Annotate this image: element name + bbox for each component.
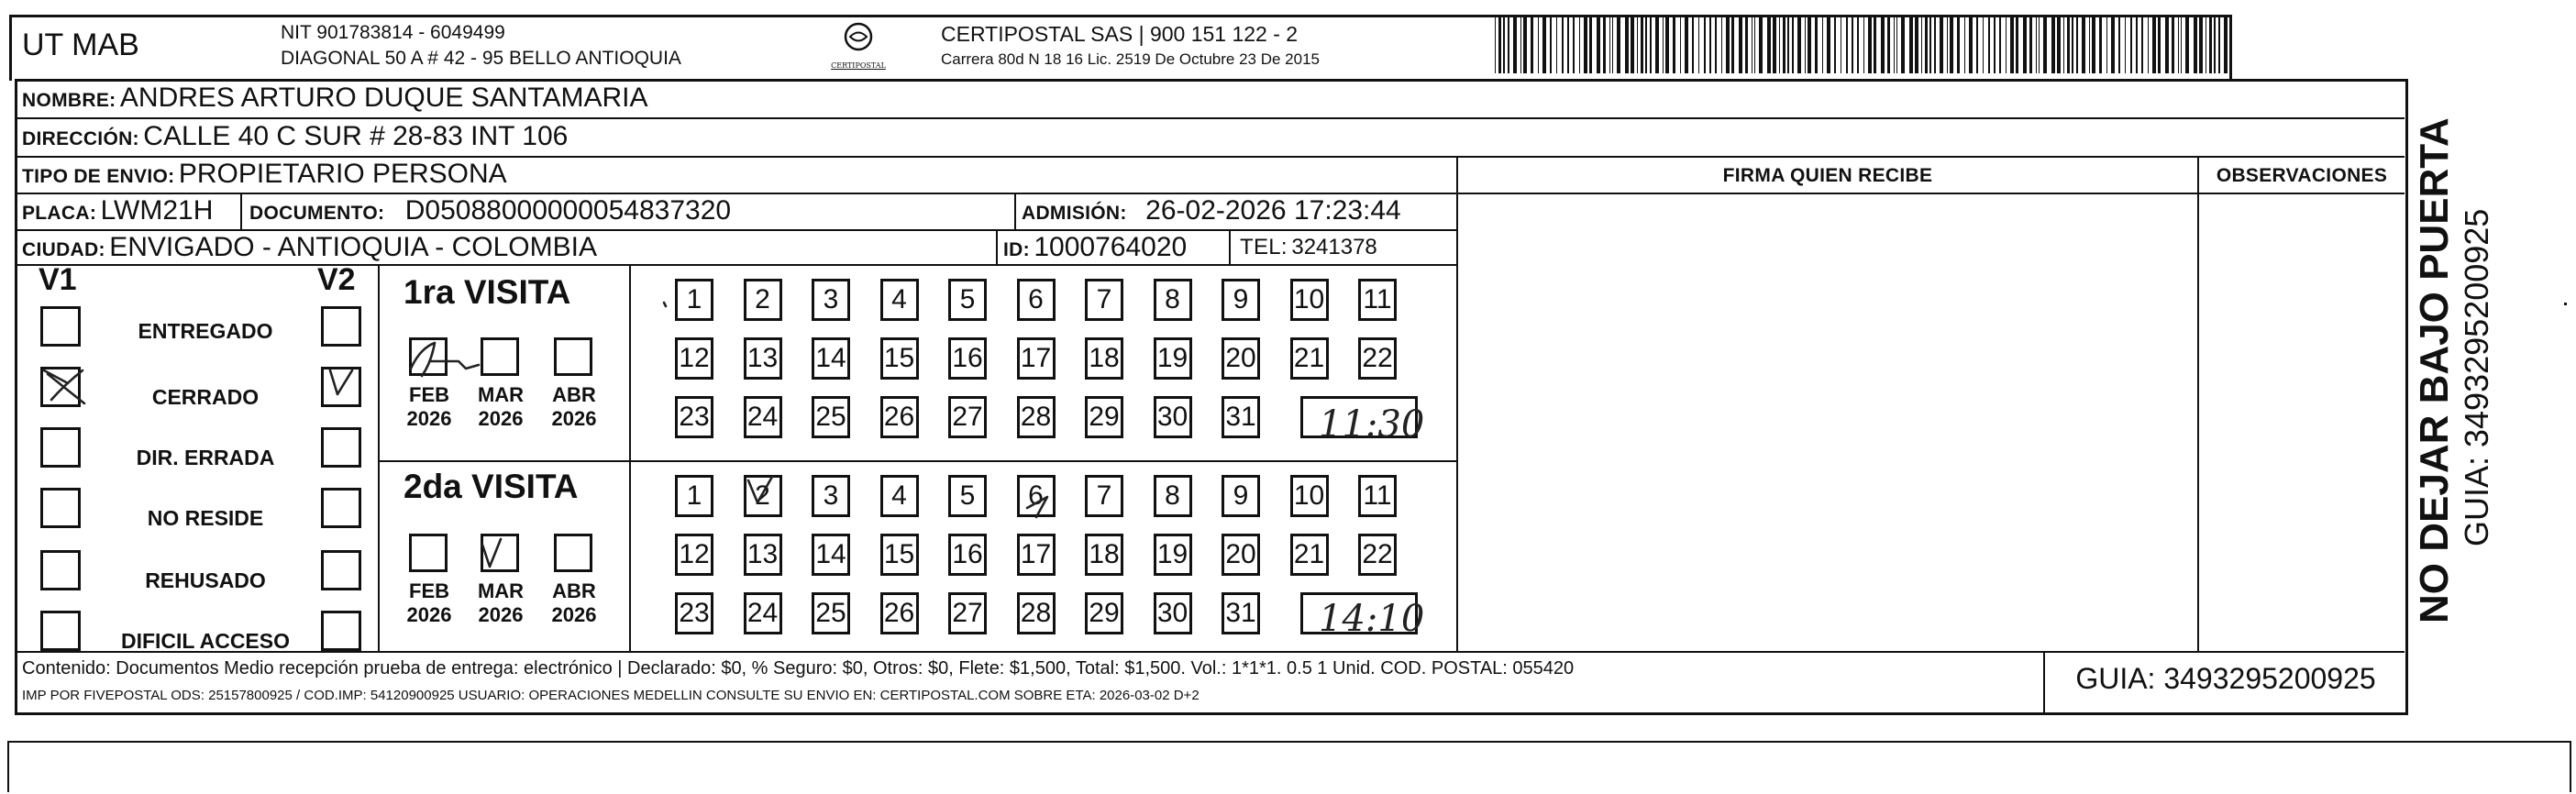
visit2-month-name: MAR: [477, 579, 525, 602]
footer-imp: IMP POR FIVEPOSTAL ODS: 25157800925 / COD.IMP: 54120900925 USUARIO: OPERACIONES MEDELLIN CONSULTE SU ENVIO EN: CERTIPOSTAL.COM SOBRE ETA: 2026-03-02 D+2: [22, 688, 1200, 703]
visit2-day-16[interactable]: 16: [948, 534, 987, 576]
admision-label: ADMISIÓN:: [1022, 203, 1127, 224]
visit2-mar-mark: [482, 539, 501, 567]
visit1-day-7[interactable]: 7: [1085, 279, 1123, 321]
visit1-day-12[interactable]: 12: [675, 337, 713, 380]
certipostal-logo: CERTIPOSTAL: [822, 20, 895, 73]
visit1-day-24[interactable]: 24: [744, 396, 782, 438]
visit1-day-15[interactable]: 15: [880, 337, 919, 380]
visit1-day-10[interactable]: 10: [1290, 279, 1329, 321]
v1-header: V1: [39, 262, 77, 297]
visit1-time-handwritten: 11:30: [1319, 403, 1425, 446]
visit1-day-26[interactable]: 26: [880, 396, 919, 438]
visit1-feb-mark: [411, 343, 479, 376]
visit1-month-name: ABR: [552, 383, 596, 406]
nombre-value: ANDRES ARTURO DUQUE SANTAMARIA: [119, 83, 648, 113]
visit1-day-28-mark: [1027, 497, 1047, 517]
visit2-month-year: 2026: [406, 603, 452, 626]
status-label: NO RESIDE: [147, 506, 264, 530]
direccion-label: DIRECCIÓN:: [22, 128, 139, 149]
right-edge-dot: [2564, 303, 2567, 305]
visit1-day-28[interactable]: 28: [1017, 396, 1056, 438]
company-name: UT MAB: [22, 28, 139, 62]
status-label: ENTREGADO: [138, 319, 273, 343]
visit2-day-13[interactable]: 13: [744, 534, 782, 576]
visit1-day-1[interactable]: 1: [675, 279, 713, 321]
visit2-day-5[interactable]: 5: [948, 475, 987, 517]
visit1-day-21[interactable]: 21: [1290, 337, 1329, 380]
documento-value: D05088000000054837320: [404, 195, 732, 226]
visit1-day-25[interactable]: 25: [812, 396, 850, 438]
visit1-day-30[interactable]: 30: [1154, 396, 1192, 438]
visit1-day-14[interactable]: 14: [812, 337, 850, 380]
visit2-day-14[interactable]: 14: [812, 534, 850, 576]
visit1-day-3[interactable]: 3: [812, 279, 850, 321]
side-warning: NO DEJAR BAJO PUERTA: [2412, 117, 2457, 623]
visit2-day-27[interactable]: 27: [948, 592, 987, 634]
visit2-day-26[interactable]: 26: [880, 592, 919, 634]
visit1-month-year: 2026: [478, 407, 524, 430]
visit2-day-15[interactable]: 15: [880, 534, 919, 576]
carrier-name: CERTIPOSTAL SAS | 900 151 122 - 2: [941, 22, 1299, 46]
carrier-license: Carrera 80d N 18 16 Lic. 2519 De Octubre 23 De 2015: [941, 50, 1320, 68]
visit1-day-9[interactable]: 9: [1222, 279, 1260, 321]
visit1-title: 1ra VISITA: [404, 273, 571, 311]
admision-value: 26-02-2026 17:23:44: [1145, 195, 1401, 226]
visit2-day-22[interactable]: 22: [1358, 534, 1397, 576]
visit1-day-8[interactable]: 8: [1154, 279, 1192, 321]
visit1-day-6[interactable]: 6: [1017, 279, 1056, 321]
visit1-day-31[interactable]: 31: [1222, 396, 1260, 438]
visit2-time-handwritten: 14:10: [1319, 598, 1425, 640]
v2-header: V2: [317, 262, 356, 297]
visit1-month-year: 2026: [406, 407, 452, 430]
visit2-day-4[interactable]: 4: [880, 475, 919, 517]
firma-header: FIRMA QUIEN RECIBE: [1722, 165, 1933, 186]
visit1-day-23[interactable]: 23: [675, 396, 713, 438]
visit2-day-2[interactable]: 2: [744, 475, 782, 517]
status-label: REHUSADO: [145, 568, 266, 592]
visit2-day-19[interactable]: 19: [1154, 534, 1192, 576]
ciudad-label: CIUDAD:: [22, 239, 105, 260]
status-label: DIR. ERRADA: [136, 446, 275, 469]
visit1-day-16[interactable]: 16: [948, 337, 987, 380]
visit1-month-year: 2026: [551, 407, 597, 430]
visit2-day-7[interactable]: 7: [1085, 475, 1123, 517]
visit2-day-6[interactable]: 6: [1017, 475, 1056, 517]
direccion-value: CALLE 40 C SUR # 28-83 INT 106: [143, 121, 569, 151]
v2-cerrado-check-mark: [330, 370, 352, 394]
visit2-day-18[interactable]: 18: [1085, 534, 1123, 576]
placa-value: LWM21H: [100, 195, 214, 226]
visit2-day-24[interactable]: 24: [744, 592, 782, 634]
visit1-day-22[interactable]: 22: [1358, 337, 1397, 380]
visit1-day-2[interactable]: 2: [744, 279, 782, 321]
status-label: CERRADO: [151, 385, 260, 409]
visit2-month-year: 2026: [478, 603, 524, 626]
bottom-strip: [7, 741, 2571, 792]
visit2-day-23[interactable]: 23: [675, 592, 713, 634]
visit2-day-11[interactable]: 11: [1358, 475, 1397, 517]
visit1-day-18[interactable]: 18: [1085, 337, 1123, 380]
visit1-day-29[interactable]: 29: [1085, 396, 1123, 438]
ciudad-value: ENVIGADO - ANTIOQUIA - COLOMBIA: [109, 232, 597, 262]
visit2-day-1[interactable]: 1: [675, 475, 713, 517]
visit2-day-28[interactable]: 28: [1017, 592, 1056, 634]
visit1-day-17[interactable]: 17: [1017, 337, 1056, 380]
visit2-day-10[interactable]: 10: [1290, 475, 1329, 517]
visit1-day-27[interactable]: 27: [948, 396, 987, 438]
visit2-day-9[interactable]: 9: [1222, 475, 1260, 517]
visit1-month-name: FEB: [409, 383, 449, 406]
visit2-day-3[interactable]: 3: [812, 475, 850, 517]
visit1-day-19[interactable]: 19: [1154, 337, 1192, 380]
visit1-day-5[interactable]: 5: [948, 279, 987, 321]
visit2-day-17[interactable]: 17: [1017, 534, 1056, 576]
side-guia: GUIA: 3493295200925: [2458, 208, 2495, 546]
side-text: [2412, 110, 2496, 623]
visit1-month-name: MAR: [477, 383, 525, 406]
visit2-month-name: FEB: [409, 579, 449, 602]
visit1-day-13[interactable]: 13: [744, 337, 782, 380]
observaciones-header: OBSERVACIONES: [2216, 165, 2388, 186]
visit2-day-12[interactable]: 12: [675, 534, 713, 576]
visit2-day-29[interactable]: 29: [1085, 592, 1123, 634]
visit2-day-31[interactable]: 31: [1222, 592, 1260, 634]
tipo-label: TIPO DE ENVIO:: [22, 166, 175, 187]
visit2-day-21[interactable]: 21: [1290, 534, 1329, 576]
id-value: 1000764020: [1034, 232, 1188, 262]
visit1-day-11[interactable]: 11: [1358, 279, 1397, 321]
footer-guia: GUIA: 3493295200925: [2075, 662, 2376, 695]
visit1-day-20[interactable]: 20: [1222, 337, 1260, 380]
placa-label: PLACA:: [22, 203, 97, 224]
sender-address: DIAGONAL 50 A # 42 - 95 BELLO ANTIOQUIA: [281, 48, 681, 69]
documento-label: DOCUMENTO:: [249, 203, 385, 224]
nombre-label: NOMBRE:: [22, 90, 116, 111]
visit2-month-year: 2026: [551, 603, 597, 626]
visit2-month-name: ABR: [552, 579, 596, 602]
visit2-day-25[interactable]: 25: [812, 592, 850, 634]
id-label: ID:: [1003, 239, 1030, 260]
footer-contenido: Contenido: Documentos Medio recepción prueba de entrega: electrónico | Declarado: $0, % Seguro: $0, Otros: $0, Flete: $1,500, Total: $1,500. Vol.: 1*1*1. 0.5 1 Unid. COD. POSTAL: 055420: [22, 658, 1575, 678]
visit2-day-20[interactable]: 20: [1222, 534, 1260, 576]
sender-nit: NIT 901783814 - 6049499: [281, 22, 505, 43]
v1-cerrado-x-mark: [44, 370, 84, 403]
visit1-day-4[interactable]: 4: [880, 279, 919, 321]
visit2-day-8[interactable]: 8: [1154, 475, 1192, 517]
visit2-title: 2da VISITA: [404, 468, 579, 505]
tel-label: TEL:: [1240, 235, 1288, 259]
visit2-day-2-mark: [748, 477, 772, 502]
tel-value: 3241378: [1291, 235, 1377, 259]
visit1-tick-mark: [664, 303, 666, 306]
status-label: DIFICIL ACCESO: [120, 629, 290, 653]
tipo-value: PROPIETARIO PERSONA: [178, 159, 507, 189]
visit2-day-30[interactable]: 30: [1154, 592, 1192, 634]
